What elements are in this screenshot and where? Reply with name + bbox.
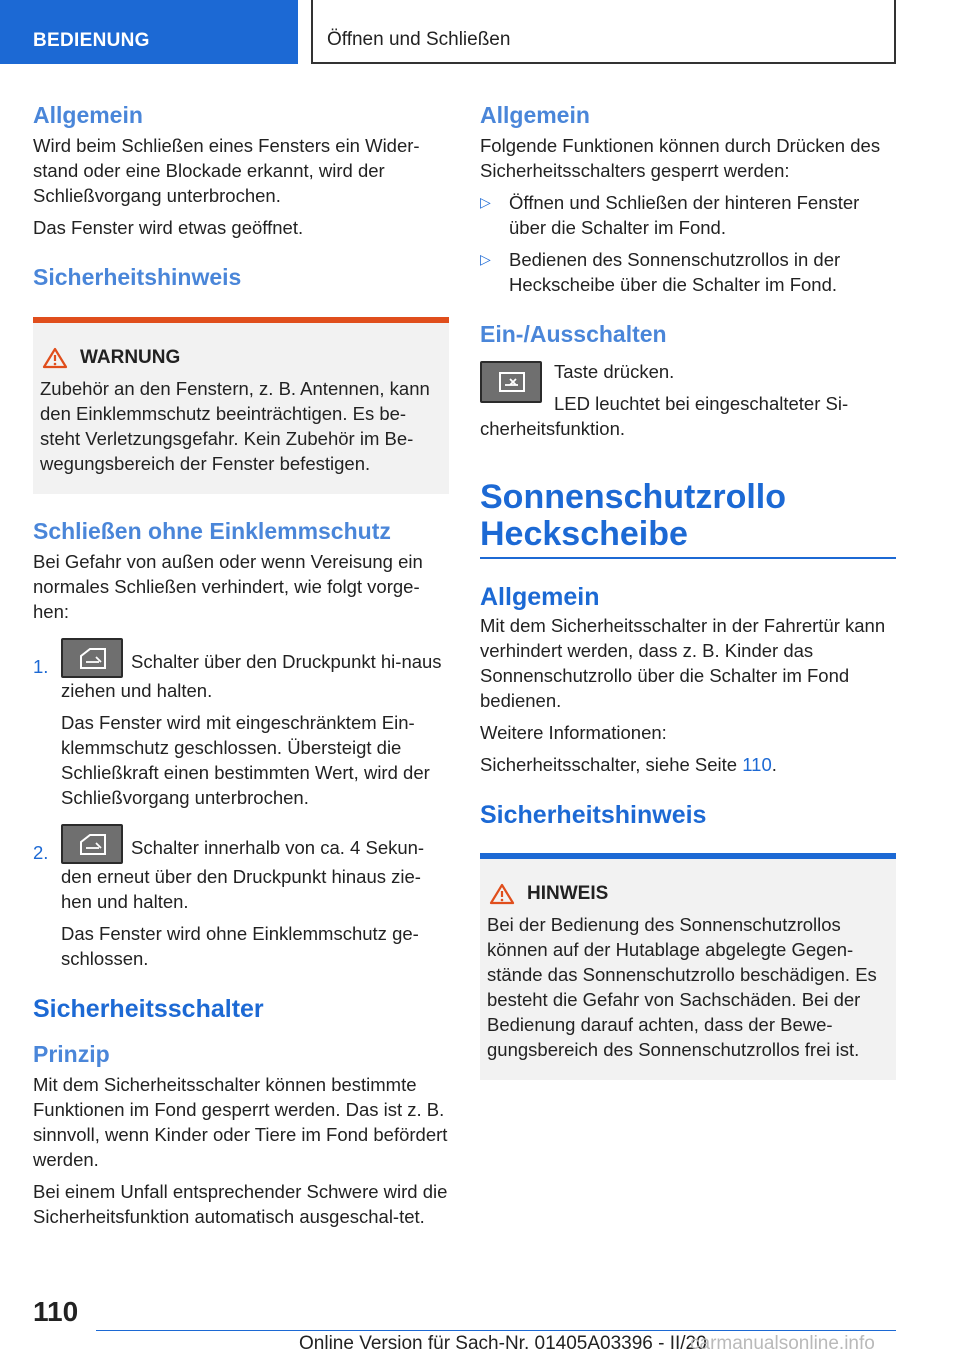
warning-label: WARNUNG [80,347,181,368]
notice-box [480,853,896,1080]
chapter-title: Sonnenschutzrollo Heckscheibe [480,478,786,553]
triangle-right-icon: ▷ [480,194,491,210]
heading-ein-ausschalten: Ein-/Ausschalten [480,321,667,347]
step-subtext: Das Fenster wird ohne Einklemmschutz ge-schlossen. [61,923,419,969]
notice-label: HINWEIS [527,883,609,904]
paragraph: Bei einem Unfall entsprechender Schwere wird die Sicherheitsfunktion automatisch ausgeschal-tet. [33,1181,448,1227]
step-text: Schalter über den Druckpunkt hi-naus ziehen und halten. [61,638,449,703]
chapter-tab [311,0,896,64]
heading-sicherheitsschalter: Sicherheitsschalter [33,995,264,1023]
list-item [480,190,896,240]
paragraph: Folgende Funktionen können durch Drücken des Sicherheitsschalters gesperrt werden: [480,135,881,181]
paragraph: Mit dem Sicherheitsschalter in der Fahrertür kann verhindert werden, dass z. B. Kinder das Sonnenschutzrollo über die Schalter im Fond bedienen. [480,615,886,711]
heading-allgemein: Allgemein [480,102,590,128]
footer-rule [96,1330,896,1331]
list-item [480,247,896,297]
list-item-text: Öffnen und Schließen der hinteren Fenster über die Schalter im Fond. [509,192,860,238]
page-number: 110 [33,1296,79,1327]
section-tab [0,0,298,64]
warning-text: Zubehör an den Fenstern, z. B. Antennen, kann den Einklemmschutz beeinträchtigen. Es be-steht Verletzungsgefahr. Kein Zubehör im Be-wegungsbereich der Fenster befestigen. [40,378,430,474]
step-subtext: Das Fenster wird mit eingeschränktem Ein-klemmschutz geschlossen. Übersteigt die Schließkraft einen bestimmten Wert, wird der Schließvorgang unterbrochen. [61,712,430,808]
watermark: carmanualsonline.info [690,1333,875,1354]
heading-sicherheitshinweis: Sicherheitshinweis [480,801,707,829]
triangle-right-icon: ▷ [480,251,491,267]
onoff-row [480,359,896,441]
paragraph: Mit dem Sicherheitsschalter können bestimmte Funktionen im Fond gesperrt werden. Das ist z. B. sinnvoll, wenn Kinder oder Tiere im Fond befördert werden. [33,1074,448,1170]
heading-allgemein: Allgemein [33,102,143,128]
heading-prinzip: Prinzip [33,1041,110,1067]
paragraph: Weitere Informationen: [480,722,667,743]
paragraph: Wird beim Schließen eines Fensters ein Wider-stand oder eine Blockade erkannt, wird der Schließvorgang unterbrochen. [33,135,420,206]
window-switch-icon [61,638,123,678]
paragraph: Das Fenster wird etwas geöffnet. [33,217,304,238]
step-item [33,638,449,810]
step-text: Schalter innerhalb von ca. 4 Sekun-den erneut über den Druckpunkt hinaus zie-hen und halten. [61,824,449,914]
heading-sicherheitshinweis: Sicherheitshinweis [33,264,242,290]
warning-triangle-icon [42,347,68,369]
heading-schliessen: Schließen ohne Einklemmschutz [33,518,391,544]
right-column [480,100,896,1080]
step-number: 1. [33,656,49,677]
left-column [33,100,449,1229]
paragraph: Taste drücken. [554,361,675,382]
heading-allgemein: Allgemein [480,583,600,611]
step-number: 2. [33,842,49,863]
section-label: BEDIENUNG [33,30,150,51]
paragraph: Sicherheitsschalter, siehe Seite 110. [480,754,777,775]
notice-header [487,883,889,905]
paragraph: LED leuchtet bei eingeschalteter Si-cherheitsfunktion. [480,393,849,439]
warning-header [40,347,442,369]
window-switch-icon [480,361,542,403]
window-switch-icon [61,824,123,864]
paragraph: Bei Gefahr von außen oder wenn Vereisung ein normales Schließen verhindert, wie folgt vorge-hen: [33,551,423,622]
chapter-label: Öffnen und Schließen [327,29,511,50]
page-link[interactable]: 110 [742,754,772,775]
list-item-text: Bedienen des Sonnenschutzrollos in der Heckscheibe über die Schalter im Fond. [509,249,841,295]
warning-triangle-icon [489,883,515,905]
footer-online-version: Online Version für Sach-Nr. 01405A03396 - II/20 [299,1333,707,1354]
warning-box [33,317,449,494]
notice-text: Bei der Bedienung des Sonnenschutzrollos können auf der Hutablage abgelegte Gegen-stände das Sonnenschutzrollo beschädigen. Es besteht die Gefahr von Sachschäden. Bei der Bedienung darauf achten, dass der Bewe-gungsbereich des Sonnenschutzrollos frei ist. [487,914,877,1060]
step-item [33,824,449,971]
